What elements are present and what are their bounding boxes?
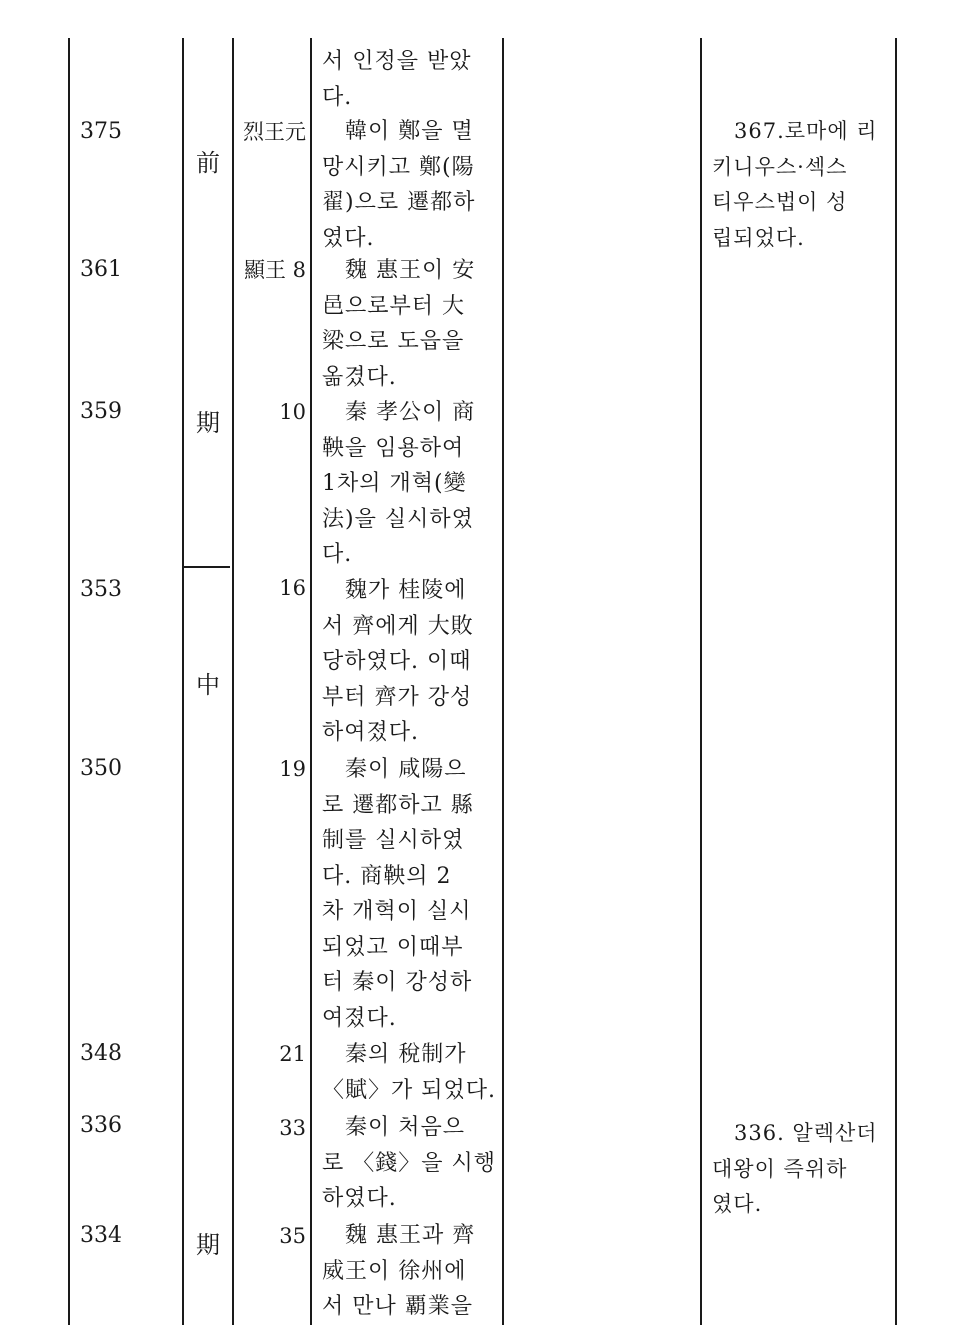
- event-line: 法)을 실시하였: [322, 506, 474, 532]
- event-cell: [322, 573, 494, 751]
- event-line: 다.: [322, 542, 353, 567]
- event-line: 부터 齊가 강성: [322, 684, 473, 710]
- event-line: 서 인정을 받았: [322, 49, 472, 74]
- event-line: 다. 商鞅의 2: [322, 863, 452, 889]
- reign-cell: 10: [279, 400, 306, 424]
- event-line: 鞅을 임용하여: [322, 435, 465, 461]
- event-line: 서 만나 覇業을: [322, 1294, 473, 1319]
- period-label-early-first: 前: [196, 149, 220, 177]
- reign-cell: 33: [279, 1116, 306, 1140]
- event-line: 다.: [322, 84, 353, 110]
- event-line: 魏가 桂陵에: [322, 578, 467, 603]
- event-line: 魏 惠王이 安: [322, 258, 476, 283]
- event-cell: [322, 253, 494, 395]
- event-line: 로 〈錢〉을 시행: [322, 1150, 496, 1176]
- world-event-line: 대왕이 즉위하: [712, 1156, 848, 1181]
- event-line: 망시키고 鄭(陽: [322, 154, 475, 180]
- reign-cell: 烈王元: [243, 120, 306, 144]
- period-label-middle-second: 期: [196, 1231, 220, 1259]
- event-line: 하였다.: [322, 1186, 397, 1211]
- event-line: 〈賦〉가 되었다.: [322, 1077, 496, 1103]
- table-left-border: [68, 38, 70, 1325]
- year-cell: 348: [80, 1041, 122, 1066]
- reign-cell: 21: [279, 1042, 306, 1066]
- period-divider: [184, 566, 230, 568]
- reign-cell: 16: [279, 576, 306, 600]
- event-line: 梁으로 도읍을: [322, 329, 465, 354]
- world-event-line: 립되었다.: [712, 225, 805, 250]
- event-cell: [322, 1218, 494, 1325]
- world-event-line: 키니우스·섹스: [712, 154, 848, 179]
- world-column-right-rule: [895, 38, 897, 1325]
- event-line: 서 齊에게 大敗: [322, 613, 474, 639]
- world-column-left-rule: [700, 38, 702, 1325]
- year-cell: 353: [80, 577, 122, 602]
- event-cell: [322, 114, 494, 256]
- period-label-early-second: 期: [196, 409, 220, 437]
- reign-cell: 35: [279, 1224, 306, 1248]
- event-line: 秦 孝公이 商: [322, 400, 476, 425]
- event-line: 威王이 徐州에: [322, 1258, 467, 1284]
- reign-cell: 顯王 8: [243, 258, 306, 282]
- world-event-cell: [712, 1116, 890, 1223]
- event-cell: [322, 1037, 494, 1108]
- event-cell: [322, 752, 494, 1036]
- year-cell: 336: [80, 1113, 122, 1138]
- event-line: 魏 惠王과 齊: [322, 1223, 476, 1248]
- period-column-left-rule: [182, 38, 184, 1325]
- period-label-middle-first: 中: [196, 671, 220, 699]
- event-cell: [322, 395, 494, 573]
- event-line: 1차의 개혁(變: [322, 471, 467, 496]
- event-line: 차 개혁이 실시: [322, 899, 472, 924]
- year-cell: 350: [80, 756, 122, 781]
- event-column-right-rule: [502, 38, 504, 1325]
- event-line: 당하였다. 이때: [322, 649, 472, 674]
- world-event-line: 336. 알렉산더: [712, 1121, 878, 1145]
- world-event-cell: [712, 114, 890, 256]
- world-event-line: 였다.: [712, 1192, 763, 1216]
- event-line: 邑으로부터 大: [322, 293, 466, 319]
- event-column-left-rule: [310, 38, 312, 1325]
- world-event-line: 367.로마에 리: [712, 119, 878, 143]
- reign-cell: 19: [279, 757, 306, 781]
- event-line: 翟)으로 遷都하: [322, 190, 476, 215]
- event-line: 터 秦이 강성하: [322, 970, 473, 995]
- year-cell: 375: [80, 119, 122, 144]
- event-cell: [322, 1110, 494, 1217]
- event-line: 制를 실시하였: [322, 828, 465, 853]
- event-line: 秦이 처음으: [322, 1115, 466, 1140]
- table-row: [322, 44, 494, 115]
- event-line: 옮겼다.: [322, 364, 397, 390]
- event-line: 韓이 鄭을 멸: [322, 119, 474, 144]
- world-event-line: 티우스법이 성: [712, 190, 848, 214]
- event-line: 하여졌다.: [322, 720, 420, 745]
- event-line: 秦의 稅制가: [322, 1042, 467, 1067]
- event-line: 여졌다.: [322, 1005, 397, 1031]
- year-cell: 334: [80, 1223, 122, 1248]
- year-cell: 359: [80, 399, 122, 424]
- event-line: 였다.: [322, 225, 375, 251]
- year-cell: 361: [80, 257, 122, 282]
- period-column-right-rule: [232, 38, 234, 1325]
- event-line: 로 遷都하고 縣: [322, 792, 474, 818]
- event-line: 秦이 咸陽으: [322, 757, 467, 782]
- event-line: 되었고 이때부: [322, 934, 464, 960]
